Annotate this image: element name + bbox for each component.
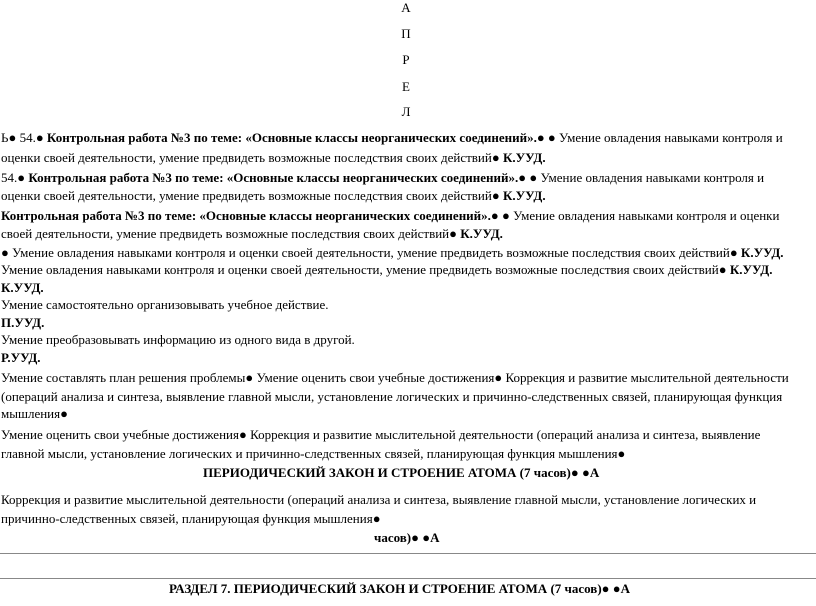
text-fragment: 54.● — [1, 170, 29, 185]
bold-fragment: Р.УУД. — [1, 350, 41, 365]
text-fragment: оценки своей деятельности, умение предвидеть возможные последствия своих действий● — [1, 150, 503, 165]
section-heading-periodic-law: ПЕРИОДИЧЕСКИЙ ЗАКОН И СТРОЕНИЕ АТОМА (7 часов)● ●А — [203, 465, 600, 480]
text-fragment: мышления● — [1, 406, 68, 421]
text-line — [1, 130, 783, 146]
text-fragment: (операций анализа и синтеза, выявление главной мысли, установление логических и причинно-следственных связей, планирующая функция — [1, 389, 783, 404]
bold-fragment: П.УУД. — [1, 315, 45, 330]
bold-fragment: К.УУД. — [729, 262, 773, 277]
text-line — [1, 245, 784, 261]
bold-fragment: К.УУД. — [460, 226, 503, 241]
divider-top — [0, 553, 816, 554]
text-line — [1, 170, 764, 186]
section-heading-razdel-7: РАЗДЕЛ 7. ПЕРИОДИЧЕСКИЙ ЗАКОН И СТРОЕНИЕ АТОМА (7 часов)● ●А — [169, 581, 630, 596]
month-letter: П — [401, 26, 411, 41]
bold-fragment: Контрольная работа №3 по теме: «Основные классы неорганических соединений».● ● — [1, 208, 510, 223]
text-fragment: Умение преобразовывать информацию из одного вида в другой. — [1, 332, 355, 347]
month-letter: А — [401, 0, 411, 15]
text-fragment: Умение самостоятельно организовывать учебное действие. — [1, 297, 329, 312]
text-line — [1, 280, 44, 296]
month-letter: Р — [402, 52, 410, 67]
skills-line-2: главной мысли, установление логических и причинно-следственных связей, планирующая функция мышления● — [1, 446, 626, 461]
text-fragment: Умение составлять план решения проблемы● Умение оценить свои учебные достижения● Коррекция и развитие мыслительной деятельности — [1, 370, 789, 385]
text-line — [1, 262, 772, 278]
month-letter: Е — [402, 79, 410, 94]
bold-fragment: Контрольная работа №3 по теме: «Основные классы неорганических соединений».● ● — [46, 130, 556, 145]
heading-fragment: часов)● ●А — [374, 530, 440, 545]
skills-line-1: Умение оценить свои учебные достижения● Коррекция и развитие мыслительной деятельности (операций анализа и синтеза, выявление — [1, 427, 761, 442]
text-line — [1, 350, 41, 366]
text-fragment: Умение овладения навыками контроля и — [537, 170, 765, 185]
text-fragment: ● Умение овладения навыками контроля и оценки своей деятельности, умение предвидеть возможные последствия своих действий● — [1, 245, 741, 260]
month-letter: Л — [401, 104, 411, 119]
text-line — [1, 315, 44, 331]
text-line — [1, 332, 355, 348]
text-line — [1, 188, 546, 204]
text-line — [1, 297, 329, 313]
text-fragment: Умение овладения навыками контроля и оценки своей деятельности, умение предвидеть возможные последствия своих действий● — [1, 262, 730, 277]
bold-fragment: К.УУД. — [740, 245, 784, 260]
text-fragment: Ь● 54.● — [1, 130, 47, 145]
divider-bottom — [0, 578, 816, 579]
correction-line-2: причинно-следственных связей, планирующая функция мышления● — [1, 511, 381, 526]
text-line — [1, 370, 789, 386]
correction-line-1: Коррекция и развитие мыслительной деятельности (операций анализа и синтеза, выявление главной мысли, установление логических и — [1, 492, 757, 507]
text-fragment: Умение овладения навыками контроля и оценки — [509, 208, 780, 223]
bold-fragment: К.УУД. — [502, 188, 546, 203]
text-fragment: оценки своей деятельности, умение предвидеть возможные последствия своих действий● — [1, 188, 503, 203]
text-line — [1, 226, 503, 242]
text-fragment: своей деятельности, умение предвидеть возможные последствия своих действий● — [1, 226, 461, 241]
text-line — [1, 208, 779, 224]
text-line — [1, 406, 68, 422]
bold-fragment: К.УУД. — [502, 150, 546, 165]
bold-fragment: Контрольная работа №3 по теме: «Основные классы неорганических соединений».● ● — [28, 170, 538, 185]
text-fragment: Умение овладения навыками контроля и — [555, 130, 783, 145]
text-line — [1, 389, 782, 405]
text-line — [1, 150, 546, 166]
bold-fragment: К.УУД. — [1, 280, 44, 295]
